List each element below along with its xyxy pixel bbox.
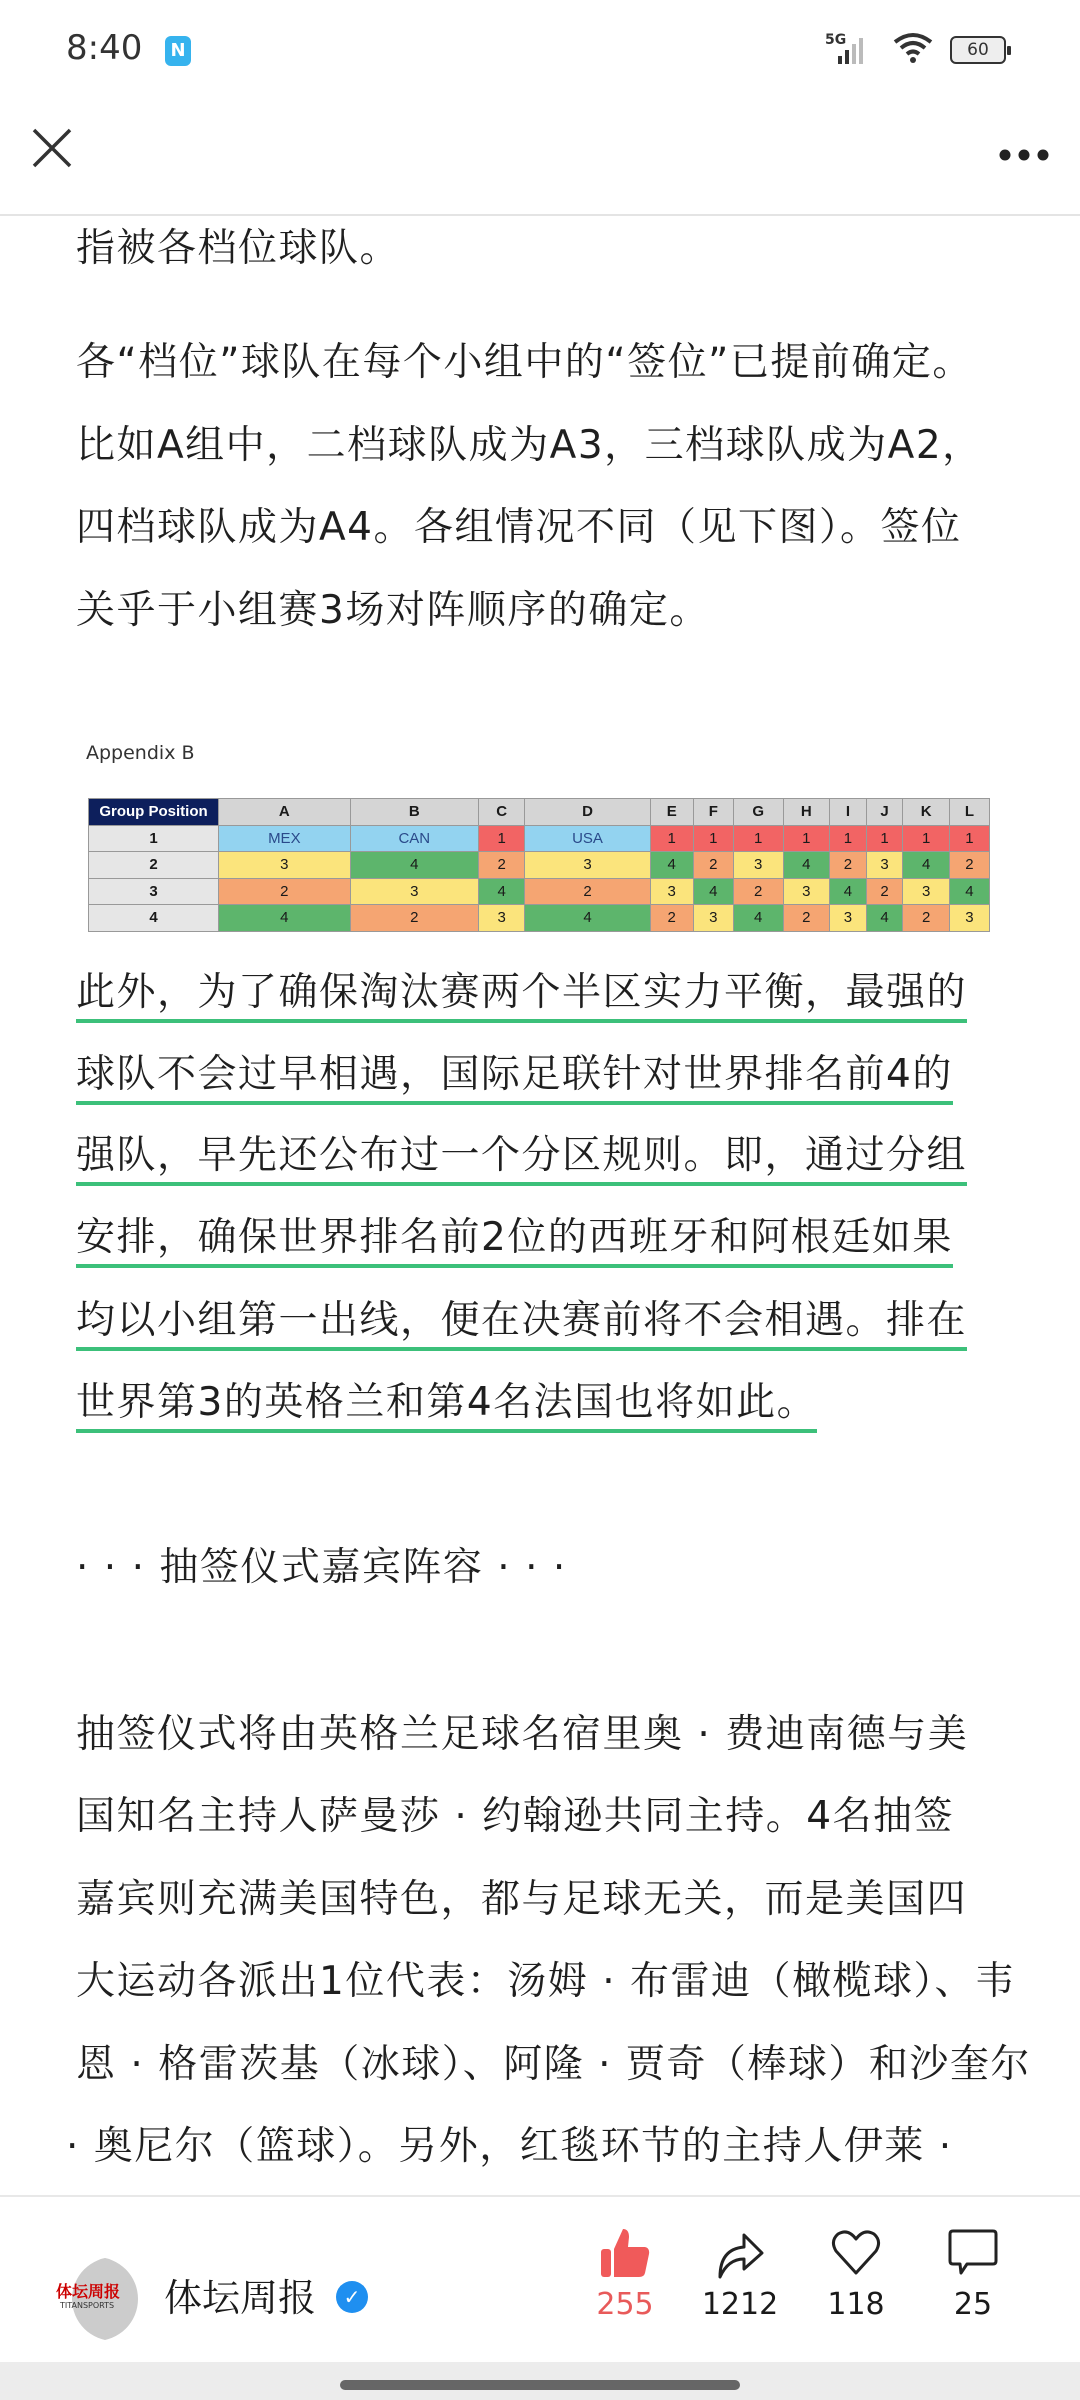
group-column-header: B (350, 799, 478, 826)
text-line: 大运动各派出1位代表：汤姆 · 布雷迪（橄榄球）、韦 (76, 1959, 1016, 2004)
heart-icon (830, 2227, 882, 2279)
top-bar (0, 100, 1080, 216)
battery-icon: 60 (950, 36, 1006, 64)
table-cell: 3 (478, 905, 525, 932)
status-bar (0, 0, 1080, 100)
comment-icon (947, 2227, 999, 2279)
group-column-header: K (903, 799, 950, 826)
table-cell: USA (525, 825, 650, 852)
table-cell: 2 (219, 878, 351, 905)
section-heading: · · · 抽签仪式嘉宾阵容 · · · (76, 1545, 567, 1590)
favorite-count: 118 (827, 2287, 885, 2322)
close-icon[interactable] (30, 126, 80, 176)
table-cell: 1 (783, 825, 830, 852)
table-cell: 4 (650, 852, 693, 879)
logo-text: 体坛周报 (56, 2282, 121, 2301)
figure-caption: Appendix B (86, 742, 195, 764)
table-cell: 2 (783, 905, 830, 932)
table-cell: 4 (733, 905, 783, 932)
table-cell: 4 (350, 852, 478, 879)
signal-icon (838, 38, 863, 64)
row-label: 4 (89, 905, 219, 932)
partial-text-line: 指被各档位球队。 (76, 226, 401, 271)
nfc-icon: N (165, 36, 191, 66)
table-cell: 4 (866, 905, 903, 932)
row-label: 2 (89, 852, 219, 879)
table-cell: 3 (350, 878, 478, 905)
clock: 8:40 (66, 28, 143, 68)
table-cell: 2 (350, 905, 478, 932)
table-cell: 2 (650, 905, 693, 932)
group-column-header: I (830, 799, 867, 826)
group-column-header: H (783, 799, 830, 826)
table-cell: 3 (219, 852, 351, 879)
highlighted-line: 强队，早先还公布过一个分区规则。即，通过分组 (76, 1133, 967, 1186)
highlighted-line: 安排，确保世界排名前2位的西班牙和阿根廷如果 (76, 1215, 953, 1268)
share-count: 1212 (701, 2287, 779, 2322)
table-cell: 2 (525, 878, 650, 905)
like-button[interactable] (570, 2227, 680, 2322)
network-type: 5G (825, 32, 847, 48)
table-row (89, 825, 990, 852)
text-line: 各“档位”球队在每个小组中的“签位”已提前确定。 (76, 340, 973, 385)
table-cell: 4 (949, 878, 989, 905)
table-cell: MEX (219, 825, 351, 852)
table-cell: 1 (650, 825, 693, 852)
author-name[interactable]: 体坛周报 (164, 2276, 317, 2320)
table-row (89, 878, 990, 905)
table-cell: 2 (693, 852, 733, 879)
highlighted-line: 均以小组第一出线，便在决赛前将不会相遇。排在 (76, 1298, 967, 1351)
table-cell: 4 (693, 878, 733, 905)
table-cell: 3 (525, 852, 650, 879)
table-cell: 2 (903, 905, 950, 932)
more-options-icon[interactable] (998, 122, 1050, 173)
table-cell: 1 (903, 825, 950, 852)
text-line: 嘉宾则充满美国特色，都与足球无关，而是美国四 (76, 1877, 968, 1922)
row-label: 1 (89, 825, 219, 852)
table-cell: 4 (525, 905, 650, 932)
text-line: 抽签仪式将由英格兰足球名宿里奥 · 费迪南德与美 (76, 1712, 969, 1757)
comment-count: 25 (953, 2287, 993, 2322)
home-gesture-handle[interactable] (340, 2380, 740, 2390)
group-column-header: F (693, 799, 733, 826)
table-cell: 3 (903, 878, 950, 905)
author-avatar[interactable] (54, 2257, 138, 2341)
navigation-bar (0, 2362, 1080, 2400)
table-cell: 1 (830, 825, 867, 852)
table-cell: 1 (693, 825, 733, 852)
logo-subtext: TITANSPORTS (60, 2301, 115, 2310)
table-cell: 4 (903, 852, 950, 879)
table-row (89, 905, 990, 932)
group-column-header: A (219, 799, 351, 826)
text-line: 国知名主持人萨曼莎 · 约翰逊共同主持。4名抽签 (76, 1794, 955, 1839)
table-cell: 2 (830, 852, 867, 879)
like-count: 255 (596, 2287, 654, 2322)
group-column-header: L (949, 799, 989, 826)
table-cell: 2 (478, 852, 525, 879)
text-line: · 奥尼尔（篮球）。另外，红毯环节的主持人伊莱 · (66, 2124, 953, 2169)
table-corner-header: Group Position (89, 799, 219, 826)
table-cell: 3 (783, 878, 830, 905)
group-column-header: D (525, 799, 650, 826)
favorite-button[interactable] (801, 2227, 911, 2322)
text-line: 比如A组中，二档球队成为A3，三档球队成为A2， (76, 423, 983, 468)
group-column-header: C (478, 799, 525, 826)
share-button[interactable] (685, 2227, 795, 2322)
table-cell: 3 (866, 852, 903, 879)
text-line: 恩 · 格雷茨基（冰球）、阿隆 · 贾奇（棒球）和沙奎尔 (76, 2042, 1031, 2087)
table-cell: 2 (733, 878, 783, 905)
highlighted-line: 世界第3的英格兰和第4名法国也将如此。 (76, 1380, 817, 1433)
bottom-action-bar (0, 2195, 1080, 2362)
table-cell: 2 (949, 852, 989, 879)
text-line: 四档球队成为A4。各组情况不同（见下图）。签位 (76, 505, 962, 550)
table-cell: 3 (693, 905, 733, 932)
table-cell: 1 (478, 825, 525, 852)
table-cell: 1 (733, 825, 783, 852)
share-icon (714, 2227, 766, 2279)
table-cell: 4 (783, 852, 830, 879)
table-cell: 4 (219, 905, 351, 932)
table-cell: 3 (650, 878, 693, 905)
text-line: 关乎于小组赛3场对阵顺序的确定。 (76, 588, 710, 633)
table-cell: 4 (830, 878, 867, 905)
group-column-header: E (650, 799, 693, 826)
table-cell: 3 (830, 905, 867, 932)
group-column-header: G (733, 799, 783, 826)
thumbs-up-icon (599, 2227, 651, 2279)
highlighted-line: 此外，为了确保淘汰赛两个半区实力平衡，最强的 (76, 970, 967, 1023)
table-cell: 3 (949, 905, 989, 932)
table-cell: CAN (350, 825, 478, 852)
comment-button[interactable] (918, 2227, 1028, 2322)
table-cell: 1 (866, 825, 903, 852)
wifi-icon (893, 32, 933, 72)
row-label: 3 (89, 878, 219, 905)
table-row (89, 852, 990, 879)
highlighted-line: 球队不会过早相遇，国际足联针对世界排名前4的 (76, 1052, 953, 1105)
table-cell: 2 (866, 878, 903, 905)
group-position-table (88, 798, 990, 932)
table-cell: 1 (949, 825, 989, 852)
group-column-header: J (866, 799, 903, 826)
table-cell: 3 (733, 852, 783, 879)
table-cell: 4 (478, 878, 525, 905)
verified-badge-icon: ✓ (336, 2281, 368, 2313)
table-header-row (89, 799, 990, 826)
